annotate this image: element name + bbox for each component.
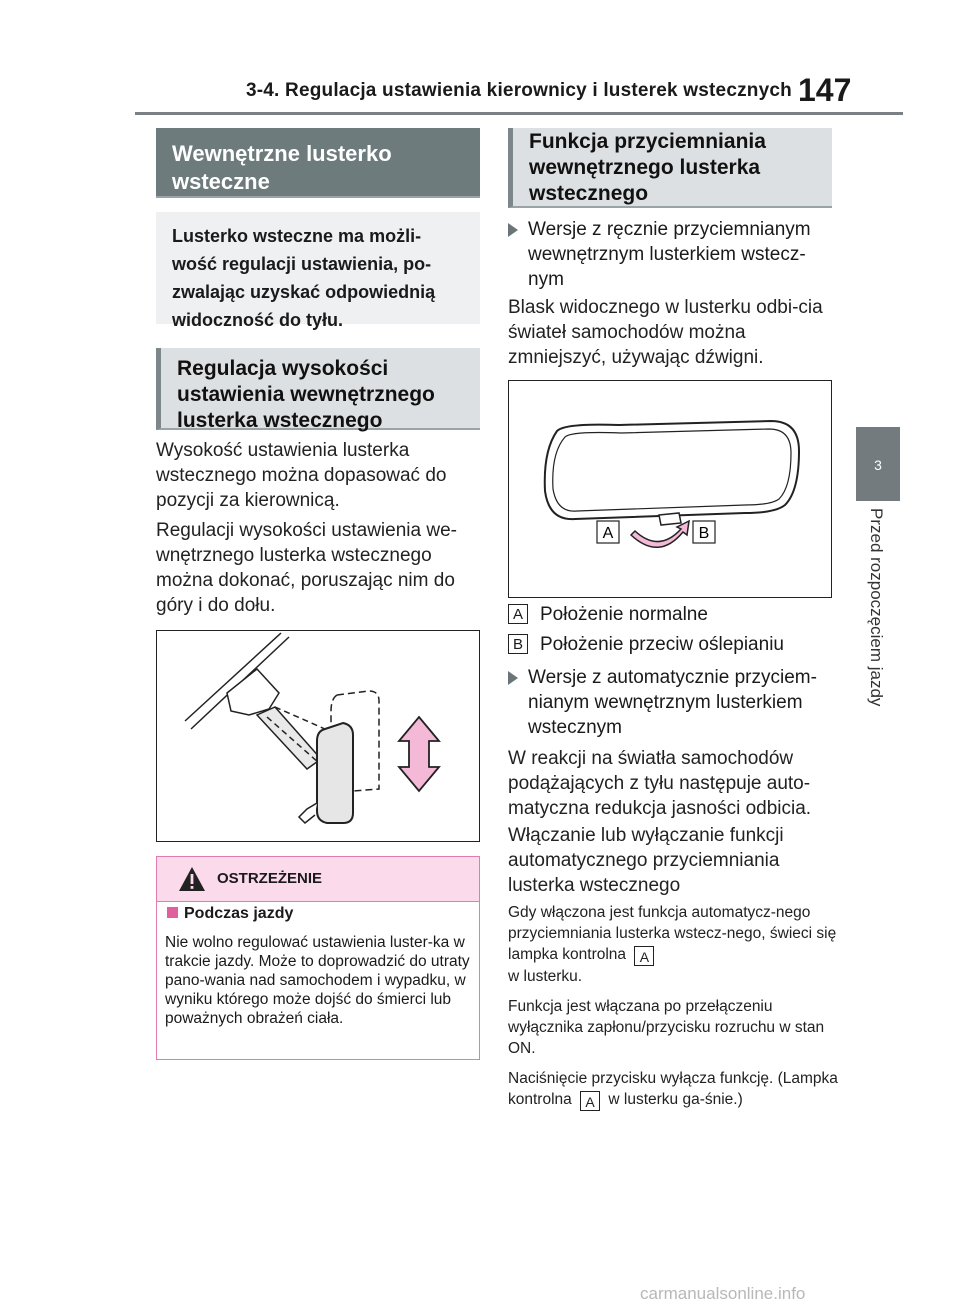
chapter-title: Przed rozpoczęciem jazdy xyxy=(867,508,886,707)
section-title: 3-4. Regulacja ustawienia kierownicy i lusterek wstecznych xyxy=(246,80,792,101)
inline-key-a-2: A xyxy=(580,1091,600,1111)
warning-subtitle-text: Podczas jazdy xyxy=(184,905,294,922)
figure-label-a: A xyxy=(602,525,614,542)
note-indicator xyxy=(508,902,838,987)
note-button-before: Naciśnięcie przycisku wyłącza funkcję. (Lampka kontrolna xyxy=(508,1070,838,1108)
mirror-height-illustration xyxy=(157,631,478,840)
bullet-manual xyxy=(508,217,838,292)
chapter-tab xyxy=(856,427,900,501)
note-button-after: w lusterku ga-śnie.) xyxy=(608,1091,743,1108)
warning-subtitle xyxy=(167,905,293,923)
watermark: carmanualsonline.info xyxy=(640,1284,806,1303)
bullet-auto-text: Wersje z automatycznie przyciem-nianym wewnętrznym lusterkiem wstecznym xyxy=(528,667,817,738)
inline-key-a: A xyxy=(634,946,654,966)
figure-label-b: B xyxy=(698,525,710,542)
legend-item-b xyxy=(508,634,784,656)
triangle-bullet-icon xyxy=(508,671,518,685)
paragraph-height-2: Regulacji wysokości ustawienia we-wnętrznego lusterka wstecznego można dokonać, poruszając nim do góry i do dołu. xyxy=(156,520,457,616)
warning-header xyxy=(157,857,479,902)
header-rule xyxy=(135,112,903,115)
legend-key-a: A xyxy=(508,604,528,624)
legend-text-b: Położenie przeciw oślepianiu xyxy=(540,634,784,655)
warning-box xyxy=(156,856,480,1060)
square-bullet-icon xyxy=(167,907,178,918)
legend-item-a xyxy=(508,604,708,626)
chapter-number: 3 xyxy=(874,457,882,473)
paragraph-toggle: Włączanie lub wyłączanie funkcji automatycznego przyciemniania lusterka wstecznego xyxy=(508,825,784,896)
bullet-manual-text: Wersje z ręcznie przyciemnianym wewnętrznym lusterkiem wstecz-nym xyxy=(528,219,811,290)
heading-dimming: Funkcja przyciemniania wewnętrznego lusterka wstecznego xyxy=(508,128,832,208)
legend-key-b: B xyxy=(508,634,528,654)
heading-main: Wewnętrzne lusterko wsteczne xyxy=(156,128,480,198)
paragraph-auto: W reakcji na światła samochodów podążających z tyłu następuje auto-matyczna redukcja jasności odbicia. xyxy=(508,748,812,819)
bullet-auto xyxy=(508,665,838,740)
paragraph-manual: Blask widocznego w lusterku odbi-cia świateł samochodów można zmniejszyć, używając dźwigni. xyxy=(508,297,823,368)
mirror-dimming-figure xyxy=(508,380,832,598)
note-indicator-after: w lusterku. xyxy=(508,968,583,985)
intro-text: Lusterko wsteczne ma możli-wość regulacji ustawienia, po-zwalając uzyskać odpowiednią widoczność do tyłu. xyxy=(156,212,480,324)
page-number: 147 xyxy=(798,72,852,108)
note-button xyxy=(508,1068,838,1111)
note-ignition: Funkcja jest włączana po przełączeniu wyłącznika zapłonu/przycisku rozruchu w stan ON. xyxy=(508,998,825,1057)
legend-text-a: Położenie normalne xyxy=(540,604,708,625)
warning-title: OSTRZEŻENIE xyxy=(217,870,323,887)
warning-triangle-icon xyxy=(177,865,207,893)
paragraph-height-1: Wysokość ustawienia lusterka wstecznego można dopasować do pozycji za kierownicą. xyxy=(156,440,447,511)
mirror-height-figure xyxy=(156,630,480,842)
triangle-bullet-icon xyxy=(508,223,518,237)
mirror-dimming-illustration xyxy=(509,381,830,596)
note-indicator-before: Gdy włączona jest funkcja automatycz-nego przyciemniania lusterka wstecz-nego, świeci się lampka kontrolna xyxy=(508,904,837,963)
heading-height-adjust: Regulacja wysokości ustawienia wewnętrznego lusterka wstecznego xyxy=(156,348,480,430)
warning-text: Nie wolno regulować ustawienia luster-ka w trakcie jazdy. Może to doprowadzić do utraty pano-wania nad samochodem i wypadku, w wyniku którego może dojść do śmierci lub poważnych obrażeń ciała. xyxy=(165,934,470,1027)
